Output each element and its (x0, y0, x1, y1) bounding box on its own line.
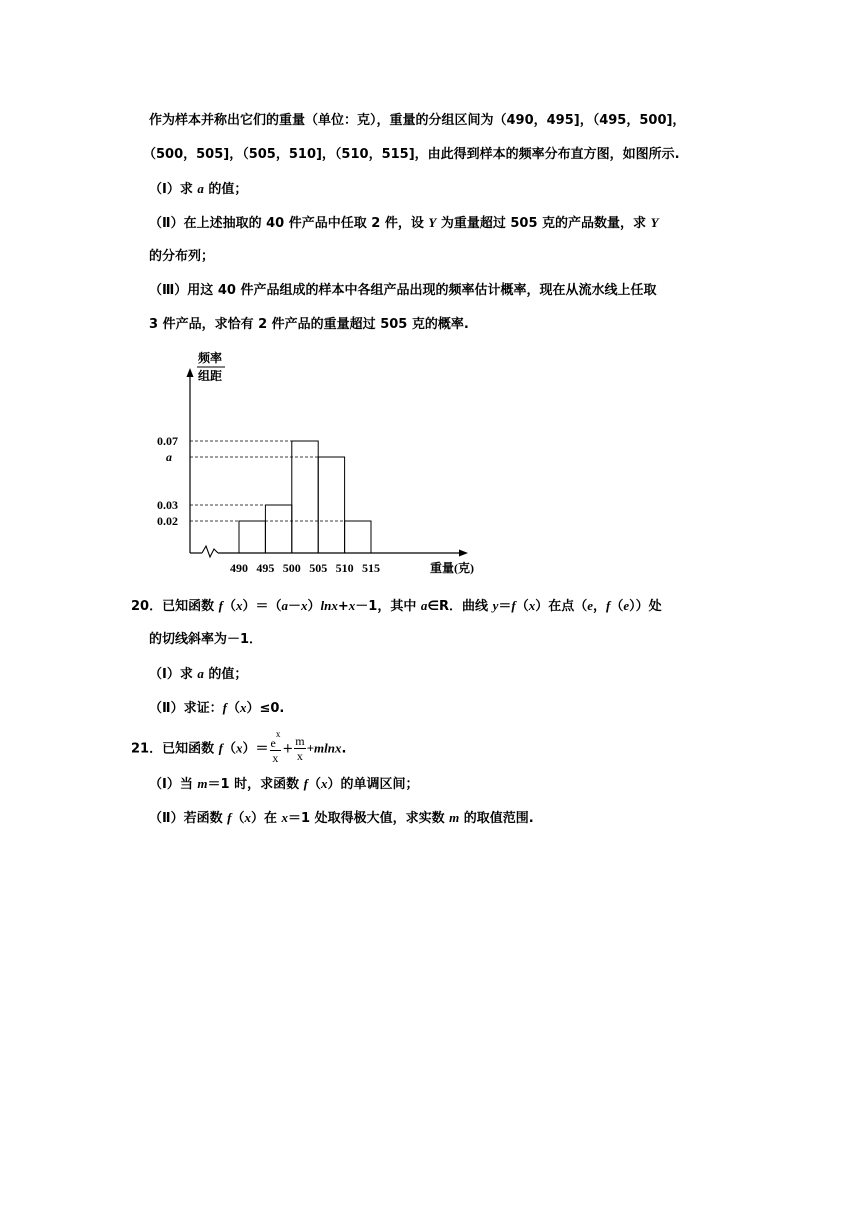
text: ）≤0. (246, 701, 285, 716)
text: （ (231, 811, 245, 826)
text: 在上述抽取的 40 件产品中任取 2 件，设 (183, 216, 429, 231)
variable-y: Y (428, 215, 437, 230)
text: 的取值范围. (459, 811, 534, 826)
text: （ (222, 599, 236, 614)
variable-y: Y (650, 215, 659, 230)
chart-x-ticks (230, 561, 380, 575)
x-tick-label-515: 515 (362, 561, 380, 575)
x: x (320, 776, 328, 791)
text: 为重量超过 505 克的产品数量，求 (436, 216, 651, 231)
histogram-bar-495-500 (265, 505, 291, 553)
text: 若函数 (183, 811, 228, 826)
plus: + (282, 741, 294, 757)
f: f (218, 598, 223, 613)
x: x (239, 700, 247, 715)
fraction-m-over-x (294, 735, 305, 763)
text: 已知函数 (162, 741, 219, 757)
x-axis-label: 重量(克) (430, 561, 474, 575)
problem19-line2: （500，505]，（505，510]，（510，515]，由此得到样本的频率分布直方图，如图所示. (143, 147, 680, 162)
e: e (587, 598, 594, 613)
text: 求 (179, 667, 198, 682)
x: x (296, 749, 303, 763)
f: f (511, 598, 516, 613)
problem20-statement (131, 597, 662, 616)
part-number: （Ⅱ） (149, 701, 184, 716)
axis-break-mark (202, 546, 218, 557)
text: ＝1 处取得极大值，求实数 (288, 811, 450, 826)
text: 求 (179, 182, 198, 197)
problem19-line1: 作为样本并称出它们的重量（单位：克），重量的分组区间为（490，495]，（495，500]， (149, 113, 686, 128)
text: 用这 40 件产品组成的样本中各组产品出现的频率估计概率，现在从流水线上任取 (187, 283, 657, 298)
m: m (295, 734, 305, 748)
problem21-part2 (149, 809, 534, 828)
x: x (301, 598, 308, 613)
x-tick-label-505: 505 (309, 561, 328, 575)
text: + (337, 599, 349, 614)
x-tick-label-500: 500 (282, 561, 301, 575)
fraction-e-x-over-x (270, 729, 282, 765)
text: 的值； (203, 667, 248, 682)
f: f (606, 598, 611, 613)
y-tick-label-a: a (166, 450, 172, 464)
y-tick-label-0.02: 0.02 (157, 514, 178, 528)
text: . (341, 741, 347, 757)
text: ）＝ (242, 741, 269, 757)
part-number: （Ⅰ） (149, 777, 180, 792)
text: ∈R．曲线 (427, 599, 493, 614)
chart-guides (190, 441, 345, 521)
part-number: （Ⅰ） (149, 667, 180, 682)
text: ， (593, 599, 607, 614)
f: f (222, 700, 227, 715)
x-tick-label-510: 510 (335, 561, 354, 575)
problem19-part2 (149, 214, 659, 233)
frequency-histogram (140, 350, 490, 585)
variable-a: a (197, 666, 204, 681)
problem21-part1 (149, 775, 418, 794)
x: x (281, 810, 288, 825)
x-tick-label-495: 495 (256, 561, 275, 575)
text: ）＝（ (242, 599, 282, 614)
text: ）在点（ (535, 599, 588, 614)
f: f (227, 810, 232, 825)
text: （ (226, 701, 240, 716)
histogram-bar-505-510 (318, 457, 344, 553)
problem19-part2-line2: 的分布列； (149, 249, 215, 264)
text: （ (610, 599, 624, 614)
x: x (348, 598, 356, 613)
a: a (420, 598, 428, 613)
text: 已知函数 (162, 599, 219, 614)
y: y (492, 598, 499, 613)
chart-bars (239, 441, 371, 553)
x-tick-label-490: 490 (230, 561, 248, 575)
a: a (281, 598, 288, 613)
text: ＝1 时，求函数 (207, 777, 304, 792)
text: （ (307, 777, 321, 792)
variable-a: a (197, 181, 204, 196)
text: ＝ (498, 599, 512, 614)
mlnx: +mlnx (306, 740, 342, 756)
part-number: （Ⅱ） (149, 811, 184, 826)
e: e (270, 736, 276, 750)
problem-number: 20． (131, 599, 163, 614)
text: 当 (179, 777, 198, 792)
problem19-part3-line2: 3 件产品，求恰有 2 件产品的重量超过 505 克的概率. (149, 317, 469, 332)
m: m (449, 810, 460, 825)
y-tick-label-0.03: 0.03 (157, 498, 178, 512)
text: 求证： (183, 701, 223, 716)
problem20-part2 (149, 699, 284, 718)
text: ））处 (629, 599, 662, 614)
problem21-statement (131, 729, 347, 765)
problem19-part3 (149, 282, 656, 300)
x: x (272, 751, 279, 765)
m: m (197, 776, 208, 791)
x: x (244, 810, 251, 825)
part-number: （Ⅰ） (149, 182, 180, 197)
x: x (528, 598, 536, 613)
problem-number: 21． (131, 741, 163, 757)
y-axis-label-denominator: 组距 (197, 369, 223, 383)
x: x (235, 740, 243, 756)
histogram-bar-510-515 (345, 521, 371, 553)
y-tick-label-0.07: 0.07 (157, 434, 178, 448)
y-axis-label-numerator: 频率 (197, 351, 223, 365)
problem19-part1 (149, 180, 247, 199)
text: （ (515, 599, 529, 614)
x: x (235, 598, 243, 613)
part-number: （Ⅲ） (149, 283, 188, 298)
lnx: lnx (320, 598, 338, 613)
y-axis-arrow (187, 368, 194, 377)
chart-axes (187, 368, 469, 557)
text: ）在 (250, 811, 282, 826)
text: 的值； (203, 182, 248, 197)
text: － (288, 599, 302, 614)
part-number: （Ⅱ） (149, 216, 184, 231)
chart-y-ticks (157, 434, 178, 528)
text: －1，其中 (355, 599, 421, 614)
x-axis-arrow (459, 550, 468, 557)
histogram-bar-500-505 (292, 441, 318, 553)
f: f (218, 740, 223, 756)
text: ）的单调区间； (327, 777, 419, 792)
problem20-line2: 的切线斜率为－1． (149, 632, 263, 647)
text: （ (222, 741, 236, 757)
problem20-part1 (149, 665, 247, 684)
x: x (275, 729, 281, 739)
text: ） (307, 599, 321, 614)
f: f (303, 776, 308, 791)
e: e (623, 598, 630, 613)
histogram-bar-490-495 (239, 521, 265, 553)
